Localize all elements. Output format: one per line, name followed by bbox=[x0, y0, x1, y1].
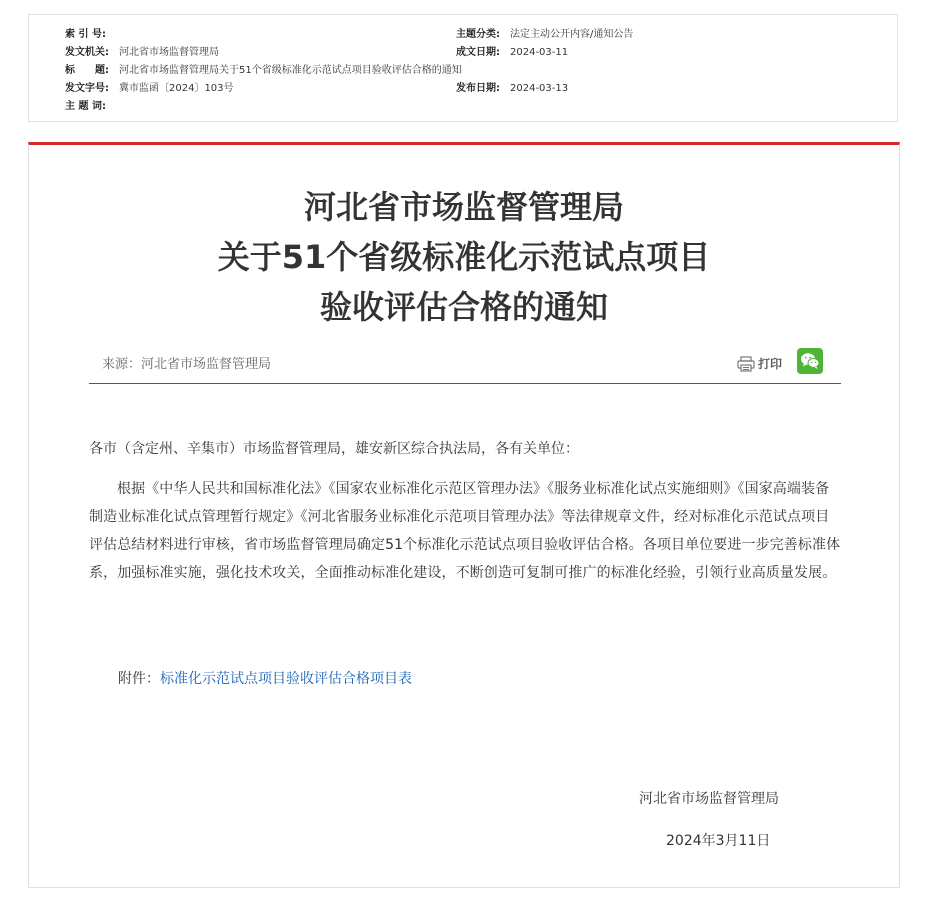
meta-title-label: 标 题: bbox=[65, 65, 109, 76]
printer-icon bbox=[737, 356, 755, 372]
article-source: 来源：河北省市场监督管理局 bbox=[102, 357, 272, 372]
meta-docno-row bbox=[65, 82, 234, 96]
meta-title-row bbox=[65, 64, 462, 78]
meta-category-value: 法定主动公开内容/通知公告 bbox=[510, 29, 634, 40]
article-title-line-2: 关于51个省级标准化示范试点项目 bbox=[217, 238, 711, 276]
meta-created-value: 2024-03-11 bbox=[510, 47, 569, 58]
wechat-share-button[interactable] bbox=[797, 348, 823, 374]
meta-category-row bbox=[456, 28, 633, 42]
meta-published-label: 发布日期: bbox=[456, 83, 500, 94]
salutation: 各市（含定州、辛集市）市场监督管理局，雄安新区综合执法局，各有关单位： bbox=[89, 441, 579, 457]
meta-docno-label: 发文字号: bbox=[65, 83, 109, 94]
article-title-line-1: 河北省市场监督管理局 bbox=[303, 188, 624, 226]
meta-docno-value: 冀市监函〔2024〕103号 bbox=[119, 83, 234, 94]
title-divider bbox=[89, 383, 841, 384]
attachment-label: 附件： bbox=[118, 671, 160, 687]
meta-index-row bbox=[65, 28, 119, 42]
meta-keywords-row bbox=[65, 100, 119, 114]
print-button[interactable] bbox=[737, 355, 782, 372]
body-paragraph: 根据《中华人民共和国标准化法》《国家农业标准化示范区管理办法》《服务业标准化试点实施细则》《国家高端装备制造业标准化试点管理暂行规定》《河北省服务业标准化示范项目管理办法》等法律规章文件，经对标准化示范试点项目评估总结材料进行审核，省市场监督管理局确定51个标准化示范试点项目验收评估合格。各项目单位要进一步完善标准体系，加强标准实施，强化技术攻关，全面推动标准化建设，不断创造可复制可推广的标准化经验，引领行业高质量发展。 bbox=[89, 481, 841, 581]
meta-issuer-row bbox=[65, 46, 219, 60]
meta-created-row bbox=[456, 46, 568, 60]
meta-keywords-label: 主 题 词: bbox=[65, 101, 106, 112]
meta-created-label: 成文日期: bbox=[456, 47, 500, 58]
meta-title-value: 河北省市场监督管理局关于51个省级标准化示范试点项目验收评估合格的通知 bbox=[119, 65, 462, 76]
meta-index-label: 索 引 号: bbox=[65, 29, 106, 40]
article-title-line-3: 验收评估合格的通知 bbox=[319, 288, 608, 326]
print-label: 打印 bbox=[758, 357, 783, 371]
signature-date: 2024年3月11日 bbox=[666, 833, 771, 849]
article-container bbox=[28, 142, 900, 888]
metadata-panel bbox=[28, 14, 898, 122]
wechat-icon bbox=[797, 348, 823, 374]
meta-published-value: 2024-03-13 bbox=[510, 83, 569, 94]
signature-organization: 河北省市场监督管理局 bbox=[639, 791, 779, 807]
meta-issuer-value: 河北省市场监督管理局 bbox=[119, 47, 219, 58]
meta-issuer-label: 发文机关: bbox=[65, 47, 109, 58]
meta-category-label: 主题分类: bbox=[456, 29, 500, 40]
attachment-link[interactable]: 标准化示范试点项目验收评估合格项目表 bbox=[160, 671, 412, 687]
meta-published-row bbox=[456, 82, 568, 96]
attachment-line bbox=[118, 665, 412, 693]
